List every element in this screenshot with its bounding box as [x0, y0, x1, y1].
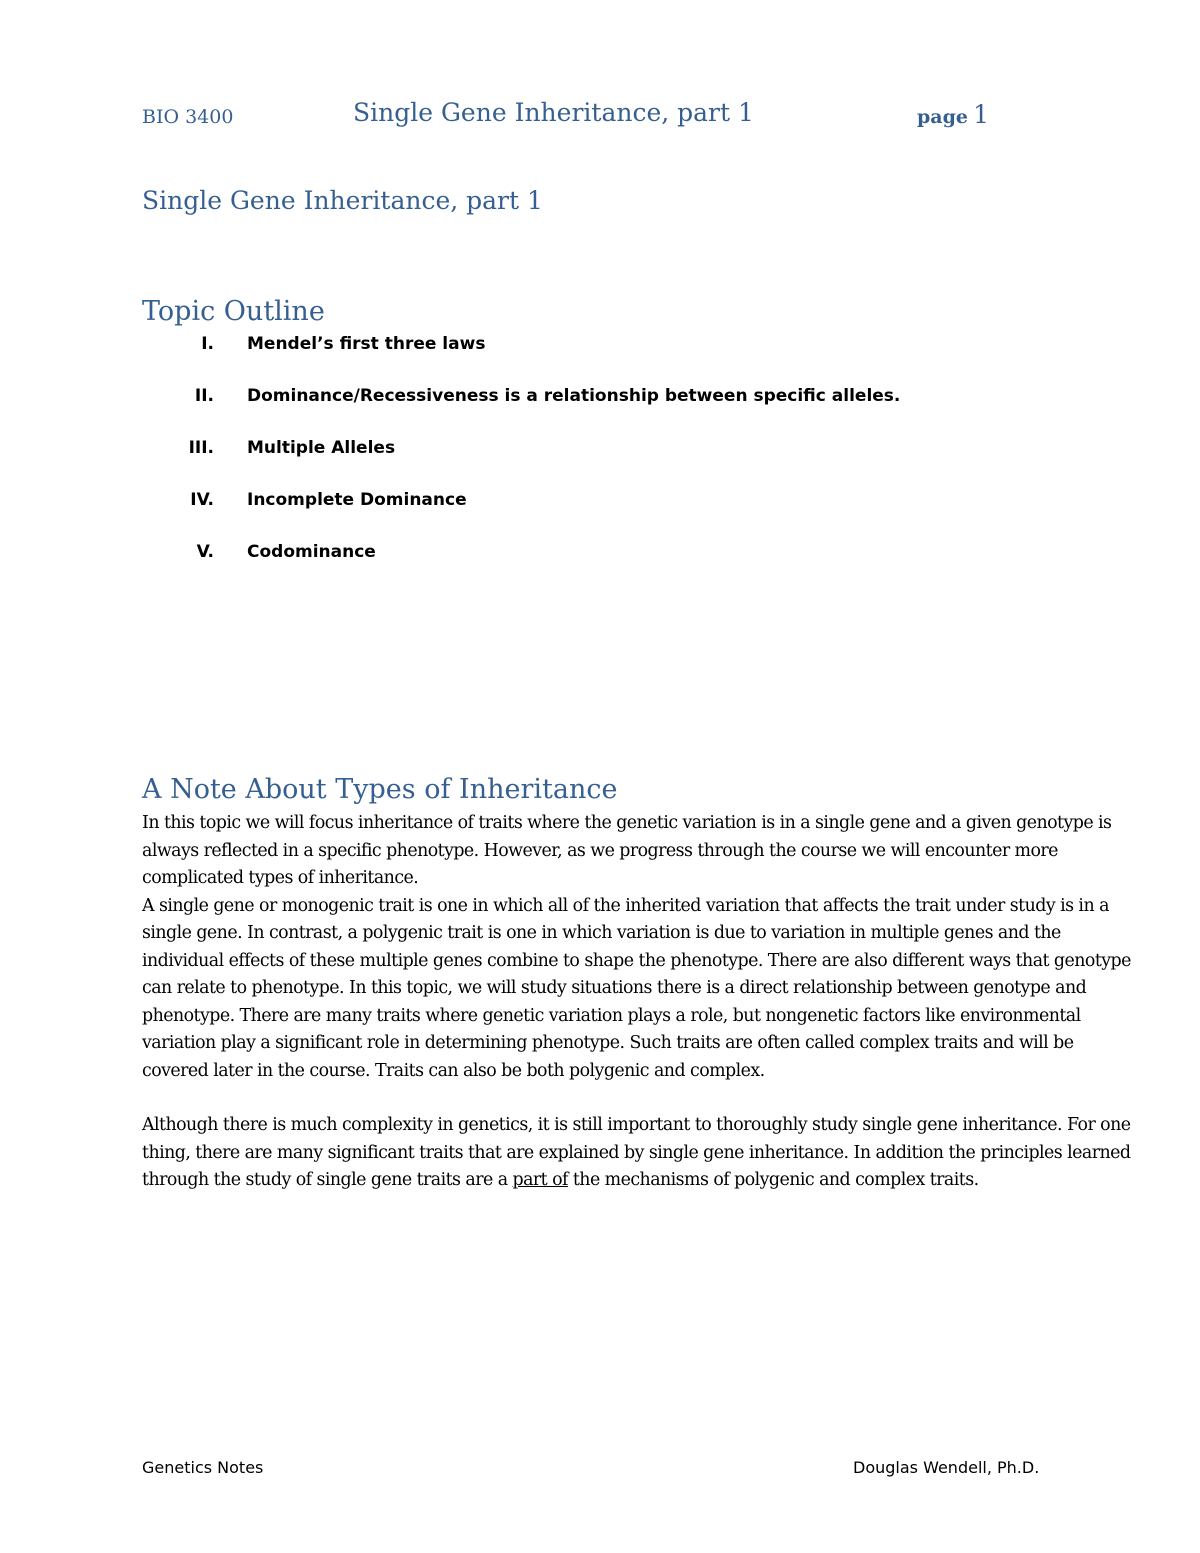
outline-item-text: Multiple Alleles	[247, 438, 396, 458]
header-page-number: 1	[973, 100, 989, 129]
footer-left: Genetics Notes	[142, 1458, 264, 1477]
outline-item-text: Incomplete Dominance	[247, 490, 467, 510]
header-title: Single Gene Inheritance, part 1	[353, 98, 754, 127]
outline-item	[142, 332, 1042, 384]
header-page-label: page	[917, 106, 968, 128]
page-header	[142, 98, 1042, 138]
outline-item-number: III.	[188, 438, 214, 458]
note-paragraph-3-text: Although there is much complexity in genetics, it is still important to thoroughly study single gene inheritance. For one thing, there are many significant traits that are explained by single gene inheritance. In addition the principles learned through the study of single gene traits are a	[142, 1115, 1131, 1190]
outline-item	[142, 436, 1042, 488]
outline-item-text: Codominance	[247, 542, 376, 562]
topic-outline-list	[142, 332, 1042, 592]
header-page	[917, 100, 989, 129]
header-course: BIO 3400	[142, 106, 234, 128]
outline-item-number: II.	[194, 386, 214, 406]
outline-item	[142, 488, 1042, 540]
outline-item	[142, 540, 1042, 592]
note-paragraph-3-end: the mechanisms of polygenic and complex traits.	[567, 1170, 979, 1190]
note-paragraph-3	[142, 1112, 1132, 1195]
note-paragraph-1: In this topic we will focus inheritance of traits where the genetic variation is in a single gene and a given genotype is always reflected in a specific phenotype. However, as we progress through the course we will encounter more complicated types of inheritance.	[142, 813, 1112, 888]
document-title: Single Gene Inheritance, part 1	[142, 186, 543, 215]
underlined-phrase: part of	[512, 1170, 568, 1190]
outline-item-number: I.	[201, 334, 214, 354]
outline-item-text: Mendel’s first three laws	[247, 334, 486, 354]
outline-item	[142, 384, 1042, 436]
footer-author: Douglas Wendell, Ph.D.	[853, 1458, 1040, 1477]
note-heading: A Note About Types of Inheritance	[142, 774, 618, 805]
note-body	[142, 810, 1132, 1195]
note-paragraph-2: A single gene or monogenic trait is one in which all of the inherited variation that affects the trait under study is in a single gene. In contrast, a polygenic trait is one in which variation is due to variation in multiple genes and the individual effects of these multiple genes combine to shape the phenotype. There are also different ways that genotype can relate to phenotype. In this topic, we will study situations there is a direct relationship between genotype and phenotype. There are many traits where genetic variation plays a role, but nongenetic factors like environmental variation play a significant role in determining phenotype. Such traits are often called complex traits and will be covered later in the course. Traits can also be both polygenic and complex.	[142, 895, 1131, 1081]
outline-item-number: V.	[196, 542, 214, 562]
topic-outline-heading: Topic Outline	[142, 296, 325, 327]
outline-item-text: Dominance/Recessiveness is a relationship between specific alleles.	[247, 386, 901, 406]
outline-item-number: IV.	[190, 490, 214, 510]
